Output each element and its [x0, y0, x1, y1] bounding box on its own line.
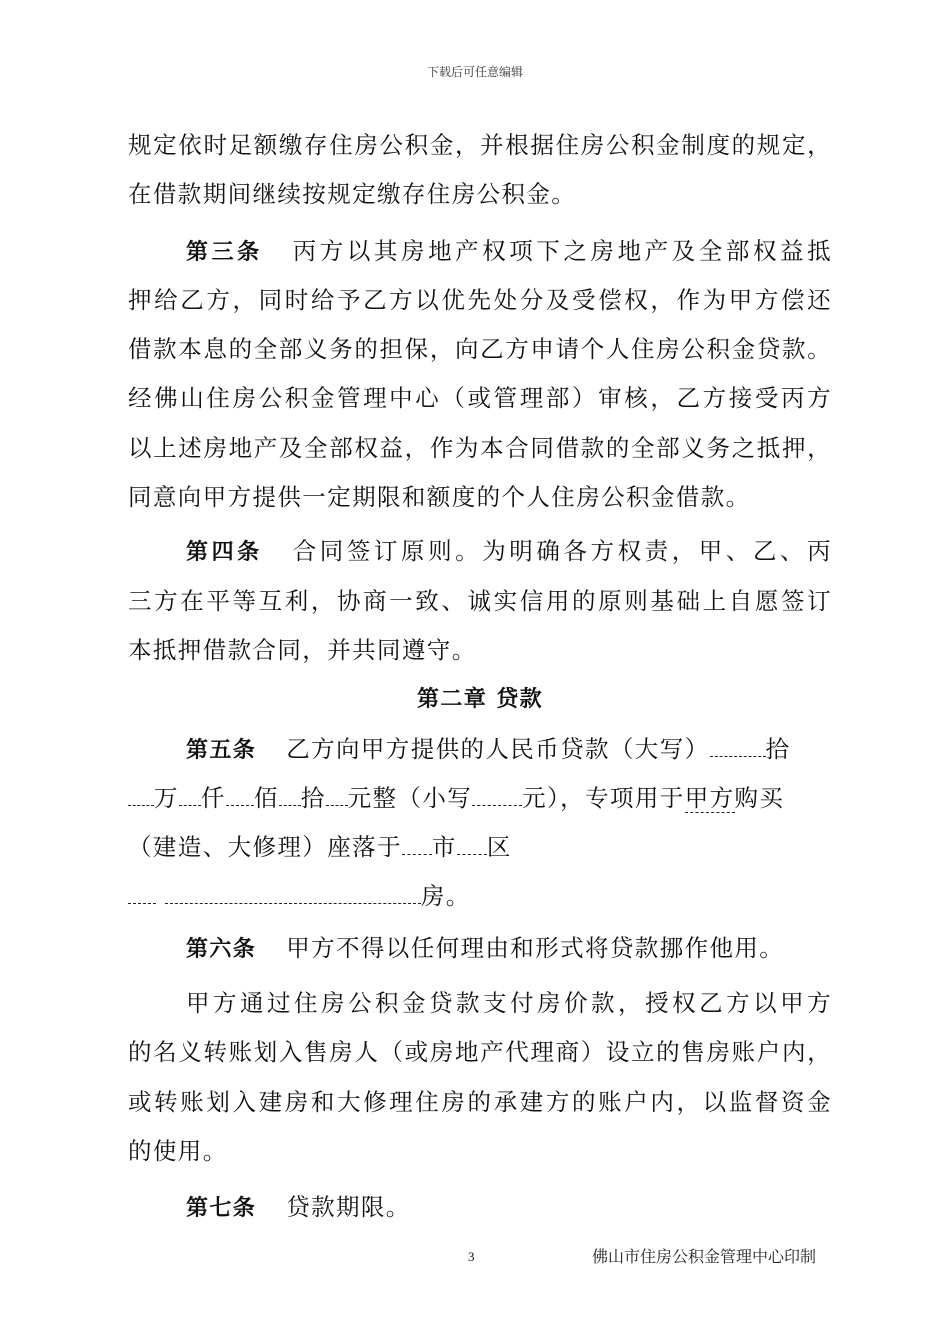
text-span: 元整（小写: [347, 783, 473, 812]
blank-field[interactable]: [472, 779, 522, 806]
text-line: 以上述房地产及全部权益，作为本合同借款的全部义务之抵押，: [128, 433, 832, 462]
text-span: 房。: [420, 882, 471, 911]
page-header-note: 下载后可任意编辑: [426, 65, 523, 79]
article-7: [128, 1183, 832, 1232]
blank-field[interactable]: [128, 877, 156, 904]
article-label: 第七条: [186, 1196, 257, 1222]
text-line: [128, 872, 832, 921]
text-span: 佰: [253, 783, 279, 812]
footer-organization: 佛山市住房公积金管理中心印制: [592, 1247, 817, 1266]
text-span: （建造、大修理）座落于: [128, 833, 402, 862]
text-line: [128, 774, 832, 823]
article-5: [128, 725, 832, 774]
blank-field[interactable]: [165, 877, 421, 904]
text-span: 拾: [300, 783, 326, 812]
text-line: 的使用。: [128, 1136, 228, 1165]
page-number: 3: [468, 1249, 475, 1264]
article-label: 第五条: [186, 737, 257, 763]
article-6: [128, 924, 832, 973]
blank-field[interactable]: [128, 779, 154, 806]
text-line: 或转账划入建房和大修理住房的承建方的账户内，以监督资金: [128, 1087, 832, 1116]
document-body: [128, 121, 832, 1233]
text-span: 万: [154, 783, 179, 812]
text-span: 购买: [734, 783, 785, 812]
blank-field[interactable]: [179, 779, 201, 806]
blank-field[interactable]: [710, 730, 766, 757]
text-line: 经佛山住房公积金管理中心（或管理部）审核，乙方接受丙方: [128, 384, 832, 413]
text-span: 合同签订原则。为明确各方权责，甲、乙、丙: [292, 537, 832, 566]
blank-field[interactable]: [279, 779, 301, 806]
text-line: 本抵押借款合同，并共同遵守。: [128, 635, 477, 664]
article-label: 第三条: [186, 239, 263, 265]
text-span: 乙方向甲方提供的人民币贷款（大写）: [286, 734, 710, 763]
article-label: 第六条: [186, 936, 257, 962]
text-line: 的名义转账划入售房人（或房地产代理商）设立的售房账户内，: [128, 1038, 832, 1067]
text-line: 三方在平等互利，协商一致、诚实信用的原则基础上自愿签订: [128, 586, 832, 615]
text-span: 丙方以其房地产权项下之房地产及全部权益抵: [292, 236, 832, 265]
text-span: 市: [431, 833, 457, 862]
text-line: [128, 823, 832, 872]
text-line: 同意向甲方提供一定期限和额度的个人住房公积金借款。: [128, 483, 751, 512]
text-span: 仟: [200, 783, 226, 812]
chapter-title: 第二章 贷款: [416, 687, 544, 713]
text-span: 区: [486, 833, 512, 862]
text-span: 甲方不得以任何理由和形式将贷款挪作他用。: [286, 933, 785, 962]
text-line: 规定依时足额缴存住房公积金，并根据住房公积金制度的规定，: [128, 131, 832, 159]
text-line: 在借款期间继续按规定缴存住房公积金。: [128, 180, 577, 209]
article-3: [128, 227, 832, 276]
blank-field[interactable]: [402, 828, 432, 855]
text-span: 贷款期限。: [286, 1193, 411, 1222]
blank-field[interactable]: [457, 828, 487, 855]
article-4: [128, 527, 832, 576]
text-line: 押给乙方，同时给予乙方以优先处分及受偿权，作为甲方偿还: [128, 285, 832, 314]
text-span: 元），专项用于: [522, 783, 685, 812]
article-label: 第四条: [186, 540, 263, 566]
underlined-text: 甲方: [684, 783, 735, 812]
text-line: 甲方通过住房公积金贷款支付房价款，授权乙方以甲方: [186, 989, 832, 1018]
blank-field[interactable]: [226, 779, 254, 806]
text-line: 借款本息的全部义务的担保，向乙方申请个人住房公积金贷款。: [128, 335, 832, 364]
blank-field[interactable]: [326, 779, 348, 806]
text-span: 拾: [765, 734, 791, 763]
